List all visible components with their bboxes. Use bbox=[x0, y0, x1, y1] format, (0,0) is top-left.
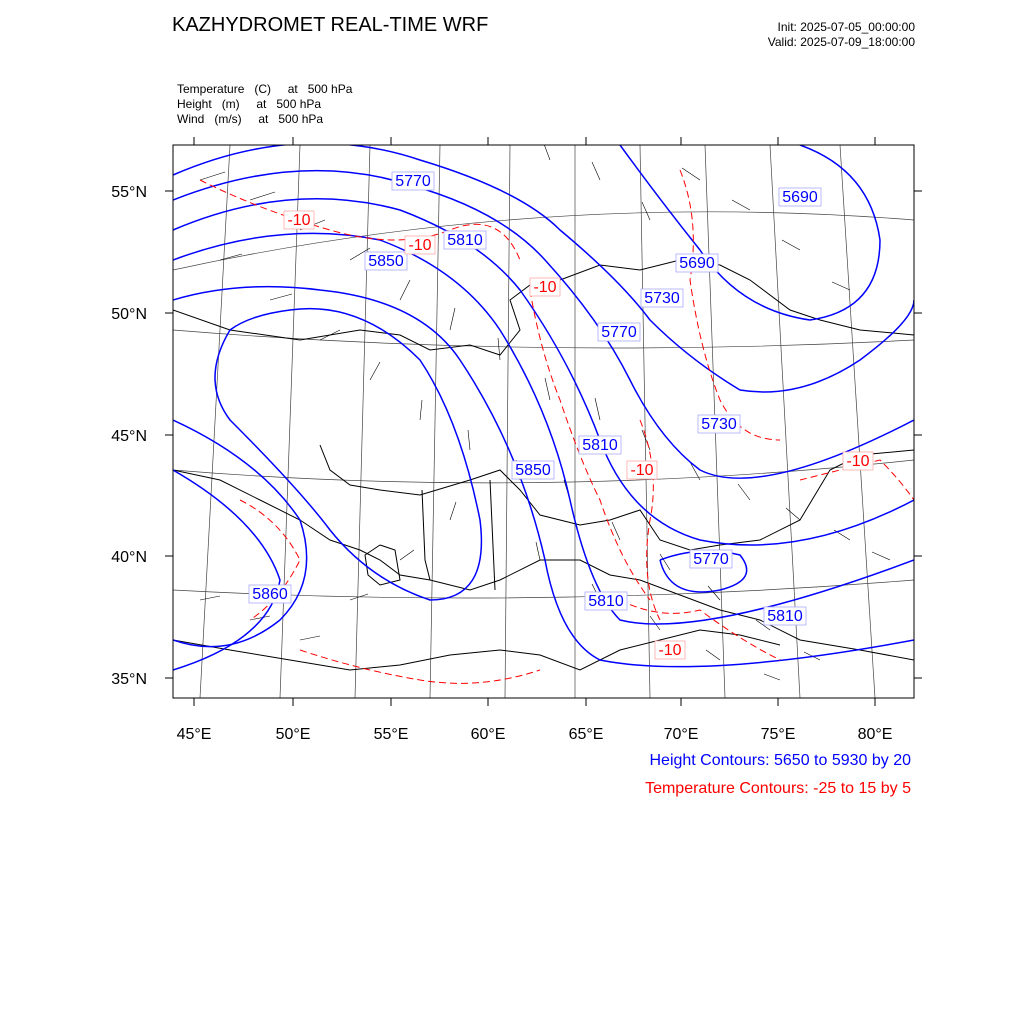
temp-label: -10 bbox=[658, 642, 682, 659]
height-label: 5810 bbox=[767, 608, 803, 625]
chart-title: KAZHYDROMET REAL-TIME WRF bbox=[172, 14, 489, 36]
lat-label: 45°N bbox=[111, 428, 147, 445]
init-time: Init: 2025-07-05_00:00:00 bbox=[777, 20, 915, 34]
height-label: 5850 bbox=[515, 462, 551, 479]
lon-label: 45°E bbox=[176, 726, 212, 743]
temperature-legend: Temperature Contours: -25 to 15 by 5 bbox=[645, 780, 911, 797]
lat-label: 50°N bbox=[111, 306, 147, 323]
temp-label: -10 bbox=[533, 279, 557, 296]
lat-label: 40°N bbox=[111, 549, 147, 566]
height-label: 5810 bbox=[447, 232, 483, 249]
height-label: 5810 bbox=[582, 437, 618, 454]
temp-label: -10 bbox=[846, 453, 870, 470]
lon-label: 80°E bbox=[857, 726, 893, 743]
lon-label: 65°E bbox=[568, 726, 604, 743]
lon-label: 55°E bbox=[373, 726, 409, 743]
height-label: 5730 bbox=[701, 416, 737, 433]
height-label: 5730 bbox=[644, 290, 680, 307]
variable-temperature: Temperature (C) at 500 hPa bbox=[177, 82, 353, 96]
height-legend: Height Contours: 5650 to 5930 by 20 bbox=[649, 752, 911, 769]
height-label: 5810 bbox=[588, 593, 624, 610]
height-label: 5690 bbox=[679, 255, 715, 272]
variable-height: Height (m) at 500 hPa bbox=[177, 97, 322, 111]
lat-label: 55°N bbox=[111, 184, 147, 201]
lon-label: 70°E bbox=[663, 726, 699, 743]
valid-time: Valid: 2025-07-09_18:00:00 bbox=[767, 35, 915, 49]
temp-label: -10 bbox=[630, 462, 654, 479]
height-label: 5850 bbox=[368, 253, 404, 270]
height-label: 5770 bbox=[601, 324, 637, 341]
height-label: 5770 bbox=[693, 551, 729, 568]
lon-label: 60°E bbox=[470, 726, 506, 743]
lon-label: 75°E bbox=[760, 726, 796, 743]
temperature-labels bbox=[284, 211, 873, 659]
temp-label: -10 bbox=[408, 237, 432, 254]
variable-wind: Wind (m/s) at 500 hPa bbox=[177, 112, 324, 126]
lat-label: 35°N bbox=[111, 671, 147, 688]
height-label: 5860 bbox=[252, 586, 288, 603]
temp-label: -10 bbox=[287, 212, 311, 229]
height-label: 5770 bbox=[395, 173, 431, 190]
height-label: 5690 bbox=[782, 189, 818, 206]
lon-label: 50°E bbox=[275, 726, 311, 743]
